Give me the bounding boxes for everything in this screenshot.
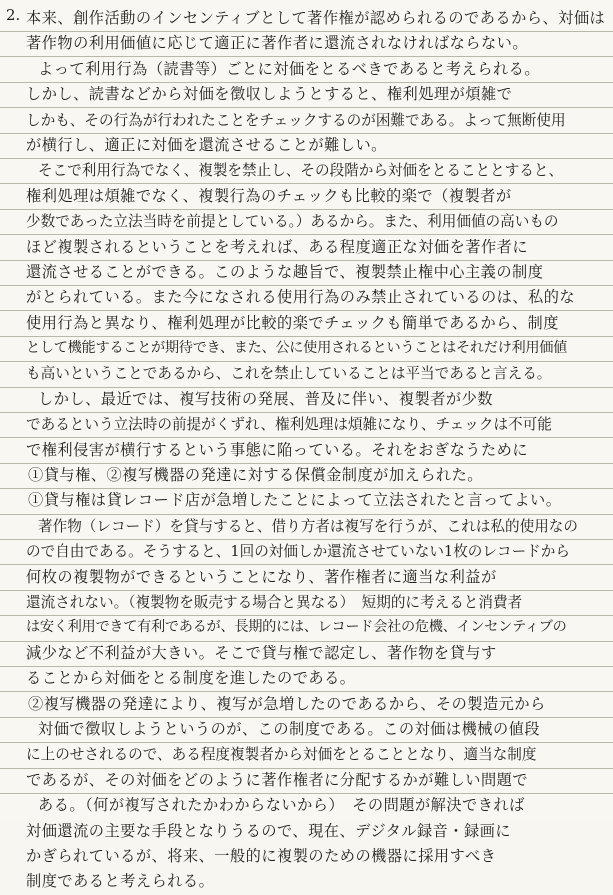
text-line: であるという立法時の前提がくずれ、権利処理は煩雑になり、チェックは不可能	[26, 416, 552, 434]
text-line: は安く利用できて有利であるが、長期的には、レコード会社の危機、インセンティブの	[26, 619, 567, 636]
text-line: しかし、読書などから対価を徴収しようとすると、権利処理が煩雑で	[26, 85, 513, 104]
text-line: 減少など不利益が大きい。そこで貸与権で認定し、著作物を貸与す	[26, 643, 497, 662]
text-line: 著作物の利用価値に応じて適正に著作者に還流されなければならない。	[26, 34, 528, 53]
text-line: 権利処理は煩雑でなく、複製行為のチェックも比較的楽で（複製者が	[26, 186, 512, 205]
text-line: ることから対価をとる制度を進したのである。	[26, 669, 356, 688]
text-line: ほど複製されるということを考えれば、ある程度適正な対価を著作者に	[26, 237, 528, 256]
text-line: として機能することが期待でき、また、公に使用されるということはそれだけ利用価値	[26, 340, 568, 357]
text-line: 本来、創作活動のインセンティブとして著作権が認められるのであるから、対価は	[26, 9, 606, 27]
text-line: 少数であった立法当時を前提としている。）あるから。また、利用価値の高いもの	[26, 213, 559, 231]
text-line: であるが、その対価をどのように著作権者に分配するかが難しい問題で	[26, 770, 528, 789]
text-line: 何枚の複製物ができるということになり、著作権者に適当な利益が	[26, 567, 497, 586]
text-line: しかし、最近では、複写技術の発展、普及に伴い、複製者が少数	[38, 389, 493, 408]
text-line: 還流させることができる。このような趣旨で、複製禁止権中心主義の制度	[26, 262, 544, 281]
handwritten-text	[26, 6, 610, 895]
text-line: 使用行為と異なり、権利処理が比較的楽でチェックも簡単であるから、制度	[26, 313, 559, 332]
question-number: 2.	[6, 6, 21, 24]
text-line: で権利侵害が横行するという事態に陥っている。それをおぎなうために	[26, 440, 528, 459]
text-line: に上のせされるので、ある程度複製者から対価をとることとなり、適当な制度	[26, 746, 537, 764]
text-line: ある。（何が複写されたかわからないから） その問題が解決できれば	[38, 796, 525, 815]
text-line: ので自由である。そうすると、1回の対価しか還流させていない1枚のレコードから	[26, 543, 570, 561]
text-line: しかも、その行為が行われたことをチェックするのが困難である。よって無断使用	[26, 111, 566, 129]
text-line: が横行し、適正に対価を還流させることが難しい。	[26, 135, 387, 154]
text-line: 著作物（レコード）を貸与すると、借り方者は複写を行うが、これは私的使用なの	[38, 517, 578, 535]
text-line: そこで利用行為でなく、複製を禁止し、その段階から対価をとることとすると、	[38, 162, 564, 180]
text-line: も高いということであるから、これを禁止していることは平当であると言える。	[26, 365, 552, 383]
text-line: 制度であると考えられる。	[26, 872, 215, 891]
text-line: ②複写機器の発達により、複写が急増したのであるから、その製造元から	[28, 694, 546, 713]
text-line: ①貸与権、②複写機器の発達に対する保償金制度が加えられた。	[28, 466, 483, 485]
text-line: よって利用行為（読書等）ごとに対価をとるべきであると考えられる。	[38, 59, 540, 78]
text-line: ①貸与権は貸レコード店が急増したことによって立法されたと言ってよい。	[28, 491, 562, 510]
text-line: かぎられているが、将来、一般的に複製のための機器に採用すべき	[26, 846, 497, 865]
text-line: 還流されない。（複製物を販売する場合と異なる） 短期的に考えると消費者	[26, 593, 523, 611]
text-line: がとられている。また今になされる使用行為のみ禁止されているのは、私的な	[26, 288, 576, 307]
text-line: 対価で徴収しようというのが、この制度である。この対価は機械の値段	[38, 719, 540, 738]
text-line: 対価還流の主要な手段となりうるので、現在、デジタル録音・録画に	[26, 821, 512, 840]
